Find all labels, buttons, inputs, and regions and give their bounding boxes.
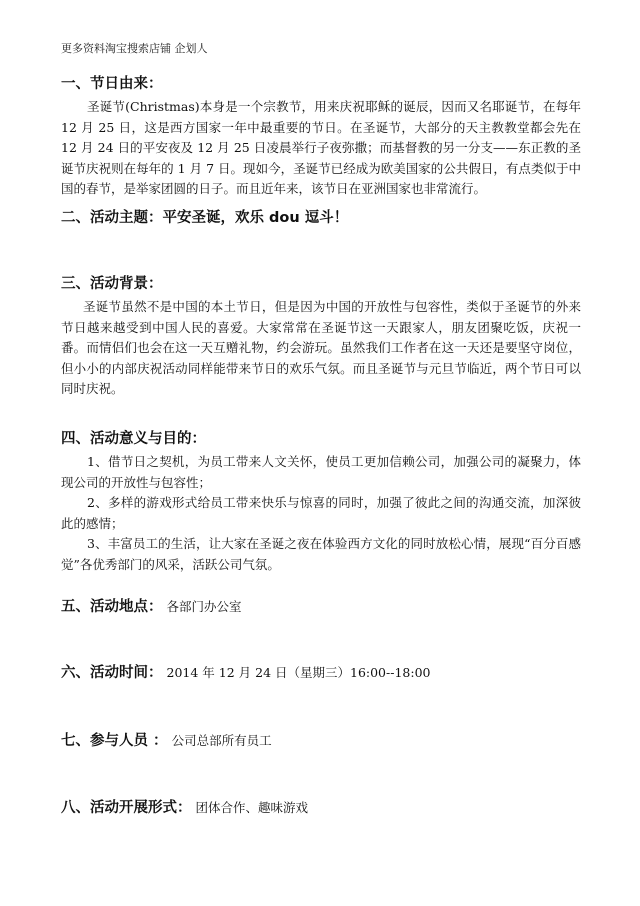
section-1-body xyxy=(61,97,581,200)
section-5-title: 五、活动地点： xyxy=(61,599,163,615)
section-4-list xyxy=(61,452,581,575)
list-item: 3、丰富员工的生活，让大家在圣诞之夜在体验西方文化的同时放松心情，展现“百分百感觉”各优秀部门的风采，活跃公司气氛。 xyxy=(61,536,581,572)
activity-location: 各部门办公室 xyxy=(166,599,242,614)
section-5-heading xyxy=(61,595,242,616)
section-8-heading xyxy=(61,796,308,817)
section-3-heading: 三、活动背景： xyxy=(61,276,163,292)
list-item: 1、借节日之契机，为员工带来人文关怀，使员工更加信赖公司，加强公司的凝聚力，体现公司的开放性与包容性； xyxy=(61,454,581,490)
header-note: 更多资料淘宝搜索店铺 企划人 xyxy=(61,42,208,55)
section-3-paragraph: 圣诞节虽然不是中国的本土节日，但是因为中国的开放性与包容性，类似于圣诞节的外来节日越来越受到中国人民的喜爱。大家常常在圣诞节这一天跟家人，朋友团聚吃饭，庆祝一番。而情侣们也会在这一天互赠礼物，约会游玩。虽然我们工作者在这一天还是要坚守岗位，但小小的内部庆祝活动同样能带来节日的欢乐气氛。而且圣诞节与元旦节临近，两个节日可以同时庆祝。 xyxy=(61,299,581,396)
activity-format: 团体合作、趣味游戏 xyxy=(195,800,309,815)
section-6-heading xyxy=(61,661,430,682)
section-7-title: 七、参与人员 ： xyxy=(61,733,168,749)
section-1-paragraph: 圣诞节(Christmas)本身是一个宗教节，用来庆祝耶稣的诞辰，因而又名耶诞节，在每年12 月 25 日，这是西方国家一年中最重要的节日。在圣诞节，大部分的天主教教堂都会先在 12 月 24 日的平安夜及 12 月 25 日凌晨举行子夜弥撒；而基督教的另一分支——东正教的圣诞节庆祝则在每年的 1 月 7 日。现如今，圣诞节已经成为欧美国家的公共假日，有点类似于中国的春节，是举家团圆的日子。而且近年来，该节日在亚洲国家也非常流行。 xyxy=(61,99,581,196)
section-8-title: 八、活动开展形式： xyxy=(61,800,192,816)
section-6-title: 六、活动时间： xyxy=(61,665,163,681)
section-3-body xyxy=(61,297,581,400)
section-4-heading: 四、活动意义与目的： xyxy=(61,431,206,447)
activity-time: 2014 年 12 月 24 日（星期三）16:00--18:00 xyxy=(166,665,431,680)
section-7-heading xyxy=(61,729,272,750)
section-1-heading: 一、节日由来： xyxy=(61,76,163,92)
section-2-heading: 二、活动主题：平安圣诞，欢乐 dou 逗斗！ xyxy=(61,210,349,226)
list-item: 2、多样的游戏形式给员工带来快乐与惊喜的同时，加强了彼此之间的沟通交流，加深彼此的感情； xyxy=(61,495,581,531)
participants: 公司总部所有员工 xyxy=(171,733,272,748)
